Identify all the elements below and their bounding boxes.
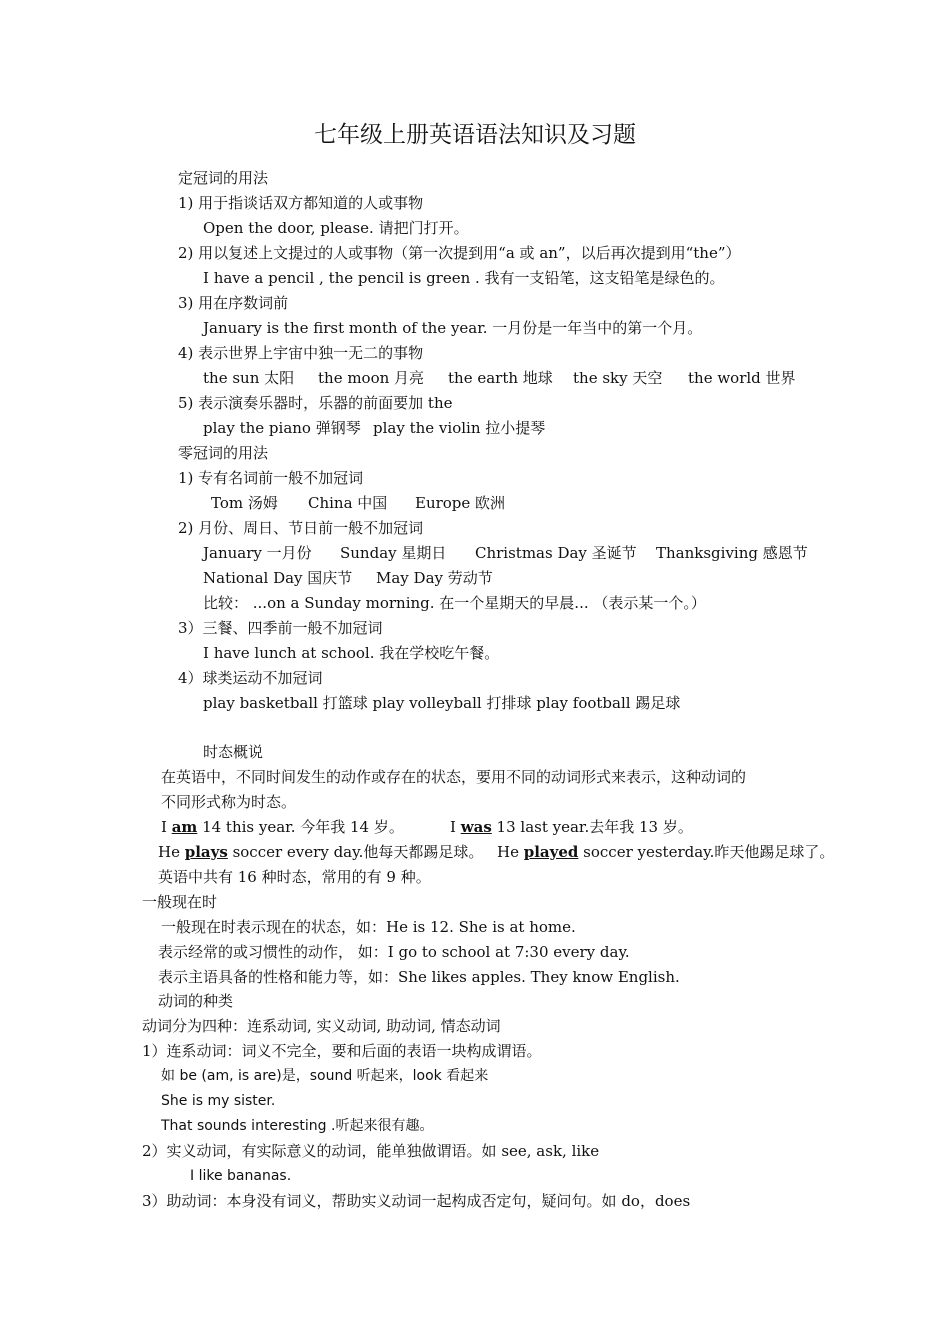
- tense-example-1-pre: I: [161, 818, 172, 836]
- tense-example-4: [497, 842, 834, 862]
- zero-rule-2-example-4: Thanksgiving 感恩节: [656, 544, 808, 562]
- tense-example-3: [158, 842, 483, 862]
- zero-rule-3-example: I have lunch at school. 我在学校吃午餐。: [203, 644, 500, 662]
- definite-rule-4-example-4: the sky 天空: [573, 369, 663, 387]
- tense-example-3-pre: He: [158, 843, 185, 861]
- definite-rule-4-example-2: the moon 月亮: [318, 369, 425, 387]
- definite-rule-5: 5) 表示演奏乐器时，乐器的前面要加 the: [178, 394, 453, 412]
- tense-example-1-verb: am: [171, 818, 198, 836]
- definite-rule-5-example-1: play the piano 弹钢琴: [203, 419, 361, 437]
- verbs-type-1: 1）连系动词：词义不完全，要和后面的表语一块构成谓语。: [142, 1042, 542, 1060]
- definite-rule-4-example-1: the sun 太阳: [203, 369, 295, 387]
- tense-paragraph-line-1: 在英语中，不同时间发生的动作或存在的状态，要用不同的动词形式来表示，这种动词的: [161, 768, 747, 786]
- present-heading: 一般现在时: [142, 893, 218, 911]
- definite-rule-4-example-3: the earth 地球: [448, 369, 553, 387]
- definite-rule-1-example: Open the door, please. 请把门打开。: [203, 219, 469, 237]
- tense-example-1: [161, 817, 404, 837]
- verbs-type-3: 3）助动词：本身没有词义，帮助实义动词一起构成否定句，疑问句。如 do，does: [142, 1192, 691, 1210]
- zero-rule-1-example-1: Tom 汤姆: [211, 494, 278, 512]
- present-line-1: 一般现在时表示现在的状态，如：He is 12. She is at home.: [161, 918, 576, 936]
- tense-heading: 时态概说: [203, 743, 264, 761]
- verbs-type-2: 2）实义动词，有实际意义的动词，能单独做谓语。如 see, ask, like: [142, 1142, 600, 1160]
- tense-example-4-verb: played: [523, 843, 579, 861]
- zero-heading: 零冠词的用法: [178, 444, 269, 462]
- tense-example-4-pre: He: [497, 843, 524, 861]
- tense-example-2-verb: was: [460, 818, 492, 836]
- verbs-intro: 动词分为四种：连系动词, 实义动词, 助动词, 情态动词: [142, 1017, 501, 1035]
- verbs-type-1-example-2: She is my sister.: [161, 1093, 276, 1109]
- tense-example-2-post: 13 last year.去年我 13 岁。: [491, 818, 693, 836]
- zero-rule-2-compare: 比较： ...on a Sunday morning. 在一个星期天的早晨... （表示某一个。）: [203, 594, 706, 612]
- tense-count: 英语中共有 16 种时态，常用的有 9 种。: [158, 868, 431, 886]
- zero-rule-1: 1) 专有名词前一般不加冠词: [178, 469, 364, 487]
- tense-paragraph-line-2: 不同形式称为时态。: [161, 793, 297, 811]
- definite-rule-2-example: I have a pencil , the pencil is green . 我有一支铅笔，这支铅笔是绿色的。: [203, 269, 725, 287]
- tense-example-1-post: 14 this year. 今年我 14 岁。: [197, 818, 404, 836]
- zero-rule-2-example-1: January 一月份: [203, 544, 312, 562]
- zero-rule-2-example-5: National Day 国庆节: [203, 569, 353, 587]
- zero-rule-1-example-2: China 中国: [308, 494, 388, 512]
- present-line-2: 表示经常的或习惯性的动作， 如：I go to school at 7:30 every day.: [158, 943, 630, 961]
- verbs-type-2-example: I like bananas.: [190, 1168, 292, 1184]
- definite-rule-4-example-5: the world 世界: [688, 369, 796, 387]
- definite-rule-5-example-2: play the violin 拉小提琴: [373, 419, 546, 437]
- verbs-type-1-example-3: That sounds interesting .听起来很有趣。: [161, 1118, 434, 1134]
- zero-rule-2: 2) 月份、周日、节日前一般不加冠词: [178, 519, 424, 537]
- zero-rule-3: 3）三餐、四季前一般不加冠词: [178, 619, 383, 637]
- definite-heading: 定冠词的用法: [178, 169, 269, 187]
- tense-example-2: [450, 817, 693, 837]
- page-title: 七年级上册英语语法知识及习题: [314, 122, 636, 148]
- tense-example-3-verb: plays: [184, 843, 228, 861]
- definite-rule-3: 3) 用在序数词前: [178, 294, 289, 312]
- definite-rule-1: 1) 用于指谈话双方都知道的人或事物: [178, 194, 424, 212]
- present-line-3: 表示主语具备的性格和能力等，如：She likes apples. They know English.: [158, 968, 680, 986]
- zero-rule-4-example: play basketball 打篮球 play volleyball 打排球 play football 踢足球: [203, 694, 681, 712]
- zero-rule-2-example-3: Christmas Day 圣诞节: [475, 544, 637, 562]
- zero-rule-4: 4）球类运动不加冠词: [178, 669, 323, 687]
- definite-rule-2: 2) 用以复述上文提过的人或事物（第一次提到用“a 或 an”，以后再次提到用“the”）: [178, 244, 741, 262]
- tense-example-4-post: soccer yesterday.昨天他踢足球了。: [578, 843, 835, 861]
- definite-rule-4: 4) 表示世界上宇宙中独一无二的事物: [178, 344, 424, 362]
- zero-rule-2-example-2: Sunday 星期日: [340, 544, 447, 562]
- verbs-type-1-example-1: 如 be (am, is are)是，sound 听起来，look 看起来: [161, 1068, 489, 1084]
- tense-example-3-post: soccer every day.他每天都踢足球。: [227, 843, 484, 861]
- definite-rule-3-example: January is the first month of the year. 一月份是一年当中的第一个月。: [203, 319, 703, 337]
- zero-rule-2-example-6: May Day 劳动节: [376, 569, 493, 587]
- verbs-heading: 动词的种类: [158, 992, 234, 1010]
- tense-example-2-pre: I: [450, 818, 461, 836]
- zero-rule-1-example-3: Europe 欧洲: [415, 494, 506, 512]
